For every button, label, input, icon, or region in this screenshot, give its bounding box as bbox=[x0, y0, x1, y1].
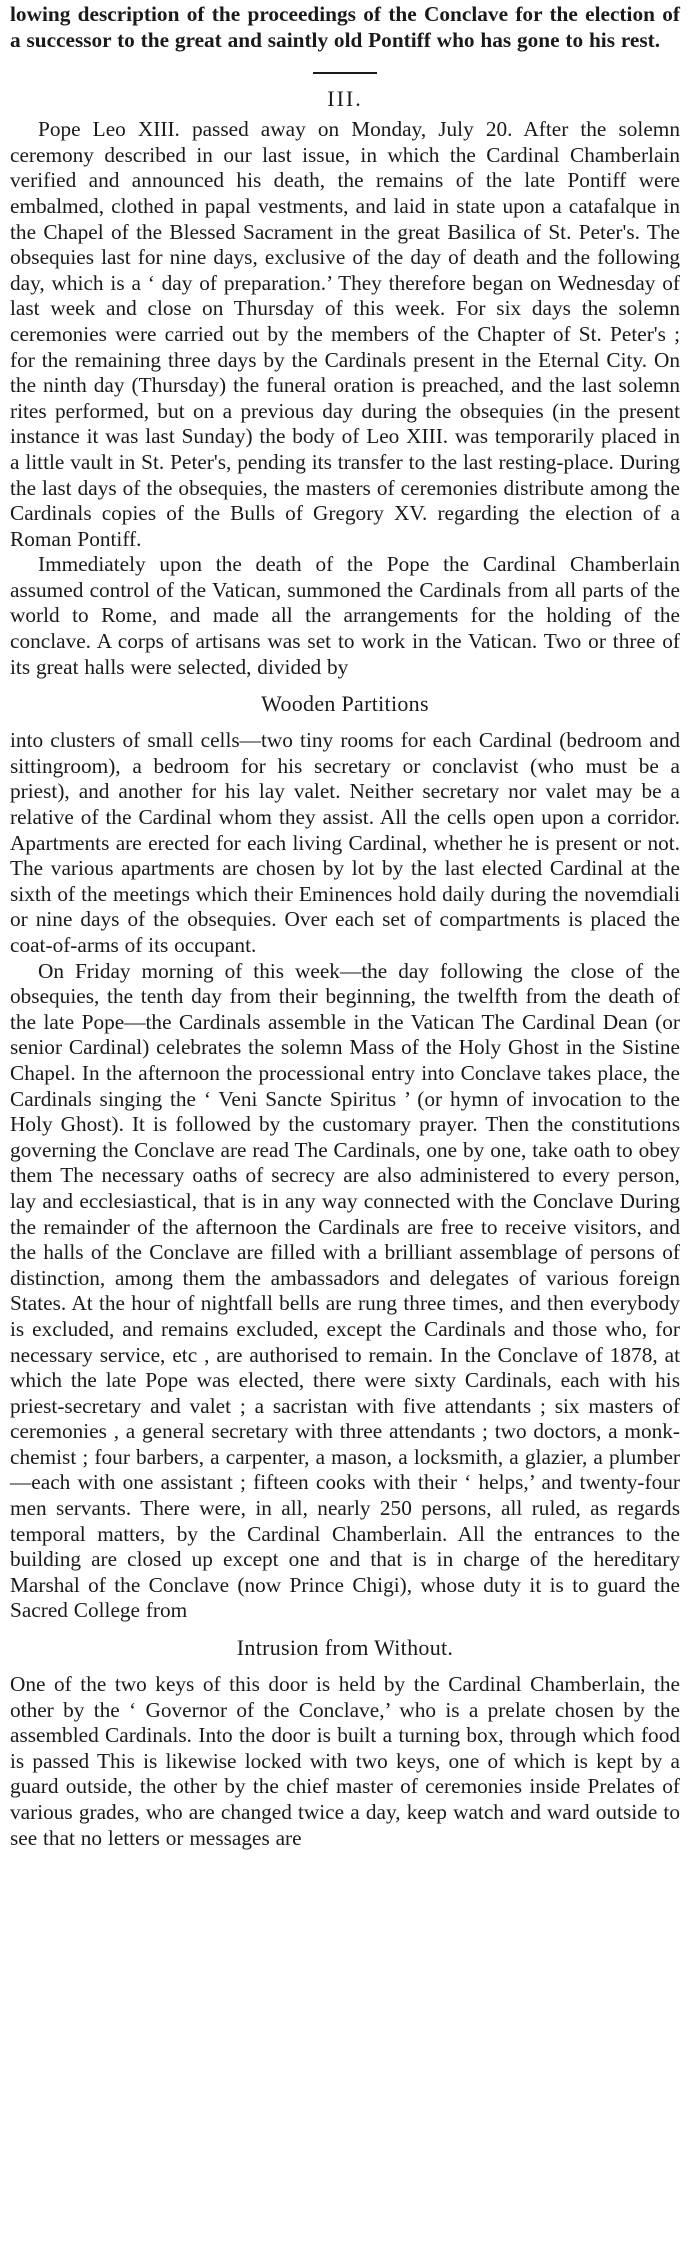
intro-paragraph: lowing description of the proceedings of the Conclave for the election of a successor to the great and saintly old Pontiff who has gone to his rest. bbox=[10, 2, 680, 52]
body-paragraph-5: One of the two keys of this door is held by the Cardinal Chamberlain, the other by the ‘ Governor of the Conclave,’ who is a prelate chosen by the assembled Cardinals. Into the door is built a turning box, through which food is passed This is likewise locked with two keys, one of which is kept by a guard outside, the other by the chief master of ceremonies inside Prelates of various grades, who are changed twice a day, keep watch and ward outside to see that no letters or messages are bbox=[10, 1672, 680, 1850]
body-paragraph-3: into clusters of small cells—two tiny rooms for each Cardinal (bedroom and sittingroom), a bedroom for his secretary or conclavist (who must be a priest), and another for his lay valet. Neither secretary nor valet may be a relative of the Cardinal whom they assist. All the cells open upon a corridor. Apartments are erected for each living Cardinal, whether he is present or not. The various apartments are chosen by lot by the last elected Cardinal at the sixth of the meetings which their Eminences hold daily during the novemdiali or nine days of the obsequies. Over each set of compartments is placed the coat-of-arms of its occupant. bbox=[10, 728, 680, 957]
subheading-wooden-partitions: Wooden Partitions bbox=[261, 691, 429, 717]
body-paragraph-2: Immediately upon the death of the Pope the Cardinal Chamberlain assumed control of the Vatican, summoned the Cardinals from all parts of the world to Rome, and made all the arrangements for the holding of the conclave. A corps of artisans was set to work in the Vatican. Two or three of its great halls were selected, divided by bbox=[10, 552, 680, 679]
section-divider-rule bbox=[313, 72, 377, 74]
section-number: III. bbox=[327, 86, 363, 112]
body-paragraph-1: Pope Leo XIII. passed away on Monday, July 20. After the solemn ceremony described in our last issue, in which the Cardinal Chamberlain verified and announced his death, the remains of the late Pontiff were embalmed, clothed in papal vestments, and laid in state upon a catafalque in the Chapel of the Blessed Sacrament in the great Basilica of St. Peter's. The obsequies last for nine days, exclusive of the day of death and the following day, which is a ‘ day of preparation.’ They therefore began on Wednesday of last week and close on Thursday of this week. For six days the solemn ceremonies were carried out by the members of the Chapter of St. Peter's ; for the remaining three days by the Cardinals present in the Eternal City. On the ninth day (Thursday) the funeral oration is preached, and the last solemn rites performed, but on a previous day during the obsequies (in the present instance it was last Sunday) the body of Leo XIII. was temporarily placed in a little vault in St. Peter's, pending its transfer to the last resting-place. During the last days of the obsequies, the masters of ceremonies distribute among the Cardinals copies of the Bulls of Gregory XV. regarding the election of a Roman Pontiff. bbox=[10, 117, 680, 551]
body-paragraph-4: On Friday morning of this week—the day following the close of the obsequies, the tenth day from their beginning, the twelfth from the death of the late Pope—the Cardinals assemble in the Vatican The Cardinal Dean (or senior Cardinal) celebrates the solemn Mass of the Holy Ghost in the Sistine Chapel. In the afternoon the processional entry into Conclave takes place, the Cardinals singing the ‘ Veni Sancte Spiritus ’ (or hymn of invocation to the Holy Ghost). It is followed by the customary prayer. Then the constitutions governing the Conclave are read The Cardinals, one by one, take oath to obey them The necessary oaths of secrecy are also administered to every person, lay and ecclesiastical, that is in any way connected with the Conclave During the remainder of the afternoon the Cardinals are free to receive visitors, and the halls of the Conclave are filled with a brilliant assemblage of persons of distinction, among them the ambassadors and delegates of various foreign States. At the hour of nightfall bells are rung three times, and then everybody is excluded, and remains excluded, except the Cardinals and those who, for necessary service, etc , are authorised to remain. In the Conclave of 1878, at which the late Pope was elected, there were sixty Cardinals, each with his priest-secretary and valet ; a sacristan with five attendants ; six masters of ceremonies , a general secretary with three attendants ; two doctors, a monk-chemist ; four barbers, a carpenter, a mason, a locksmith, a glazier, a plumber—each with one assistant ; fifteen cooks with their ‘ helps,’ and twenty-four men servants. There were, in all, nearly 250 persons, all ruled, as regards temporal matters, by the Cardinal Chamberlain. All the entrances to the building are closed up except one and that is in charge of the hereditary Marshal of the Conclave (now Prince Chigi), whose duty it is to guard the Sacred College from bbox=[10, 958, 680, 1623]
subheading-intrusion-from-without: Intrusion from Without. bbox=[236, 1635, 454, 1661]
